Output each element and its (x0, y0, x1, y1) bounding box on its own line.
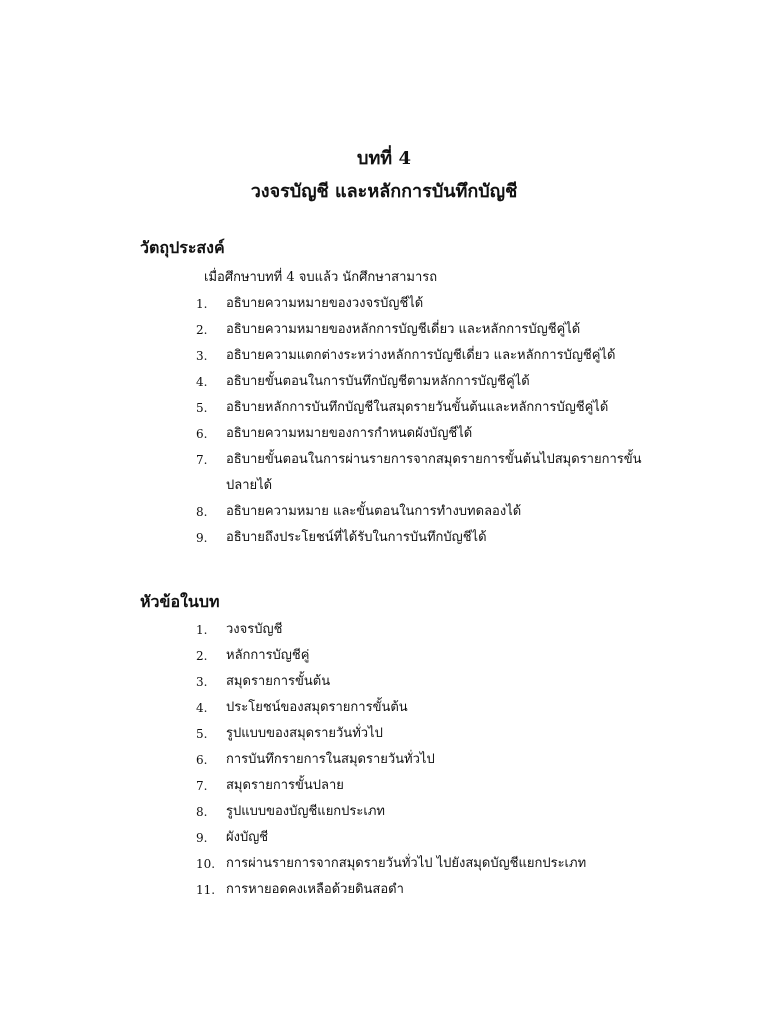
item-number: 4. (196, 375, 208, 389)
list-item (196, 747, 646, 773)
list-item (196, 317, 646, 343)
list-item (196, 525, 646, 551)
list-item (196, 643, 646, 669)
chapter-title: วงจรบัญชี และหลักการบันทึกบัญชี (250, 181, 518, 202)
list-item (196, 291, 646, 317)
list-item (196, 369, 646, 395)
item-number: 5. (196, 401, 208, 415)
item-text: หลักการบัญชีคู่ (226, 648, 310, 663)
list-item (196, 851, 646, 877)
list-item (196, 617, 646, 643)
item-text: อธิบายถึงประโยชน์ที่ได้รับในการบันทึกบัญชีได้ (226, 530, 487, 545)
list-item (196, 499, 646, 525)
item-number: 6. (196, 427, 208, 441)
item-text: อธิบายความหมายของหลักการบัญชีเดี่ยว และหลักการบัญชีคู่ได้ (226, 322, 581, 337)
list-item (196, 773, 646, 799)
item-number: 6. (196, 753, 208, 767)
item-text: ผังบัญชี (226, 830, 269, 845)
item-number: 3. (196, 675, 208, 689)
item-text: การบันทึกรายการในสมุดรายวันทั่วไป (226, 752, 435, 767)
item-text: รูปแบบของสมุดรายวันทั่วไป (226, 726, 383, 741)
list-item (196, 395, 646, 421)
item-text: อธิบายขั้นตอนในการผ่านรายการจากสมุดรายการขั้นต้นไปสมุดรายการขั้นปลายได้ (226, 452, 642, 493)
item-text: อธิบายความหมาย และขั้นตอนในการทำงบทดลองได้ (226, 504, 522, 519)
item-number: 8. (196, 505, 208, 519)
topics-heading: หัวข้อในบท (140, 592, 220, 611)
item-text: สมุดรายการขั้นปลาย (226, 778, 344, 793)
list-item (196, 799, 646, 825)
list-item (196, 669, 646, 695)
item-text: อธิบายความหมายของการกำหนดผังบัญชีได้ (226, 426, 473, 441)
item-text: อธิบายความหมายของวงจรบัญชีได้ (226, 296, 424, 311)
item-text: อธิบายหลักการบันทึกบัญชีในสมุดรายวันขั้นต้นและหลักการบัญชีคู่ได้ (226, 400, 609, 415)
item-text: การผ่านรายการจากสมุดรายวันทั่วไป ไปยังสมุดบัญชีแยกประเภท (226, 856, 587, 871)
list-item (196, 877, 646, 903)
item-text: รูปแบบของบัญชีแยกประเภท (226, 804, 385, 819)
list-item (196, 447, 646, 499)
list-item (196, 695, 646, 721)
item-number: 2. (196, 323, 208, 337)
item-number: 2. (196, 649, 208, 663)
objectives-heading: วัตถุประสงค์ (140, 238, 225, 257)
item-number: 10. (196, 857, 216, 871)
item-number: 5. (196, 727, 208, 741)
item-text: วงจรบัญชี (226, 622, 283, 637)
item-number: 7. (196, 453, 208, 467)
item-number: 3. (196, 349, 208, 363)
objectives-list (196, 291, 646, 551)
item-number: 9. (196, 831, 208, 845)
topics-list (196, 617, 646, 903)
list-item (196, 825, 646, 851)
list-item (196, 343, 646, 369)
item-text: สมุดรายการขั้นต้น (226, 674, 331, 689)
item-text: อธิบายความแตกต่างระหว่างหลักการบัญชีเดี่ยว และหลักการบัญชีคู่ได้ (226, 348, 616, 363)
item-text: การหายอดคงเหลือด้วยดินสอดำ (226, 882, 404, 897)
list-item (196, 721, 646, 747)
item-number: 1. (196, 297, 208, 311)
item-number: 4. (196, 701, 208, 715)
item-number: 11. (196, 883, 216, 897)
list-item (196, 421, 646, 447)
item-text: อธิบายขั้นตอนในการบันทึกบัญชีตามหลักการบัญชีคู่ได้ (226, 374, 530, 389)
item-text: ประโยชน์ของสมุดรายการขั้นต้น (226, 700, 408, 715)
item-number: 8. (196, 805, 208, 819)
item-number: 7. (196, 779, 208, 793)
item-number: 1. (196, 623, 208, 637)
objectives-intro: เมื่อศึกษาบทที่ 4 จบแล้ว นักศึกษาสามารถ (204, 270, 438, 285)
item-number: 9. (196, 531, 208, 545)
chapter-number: บทที่ 4 (357, 148, 411, 169)
